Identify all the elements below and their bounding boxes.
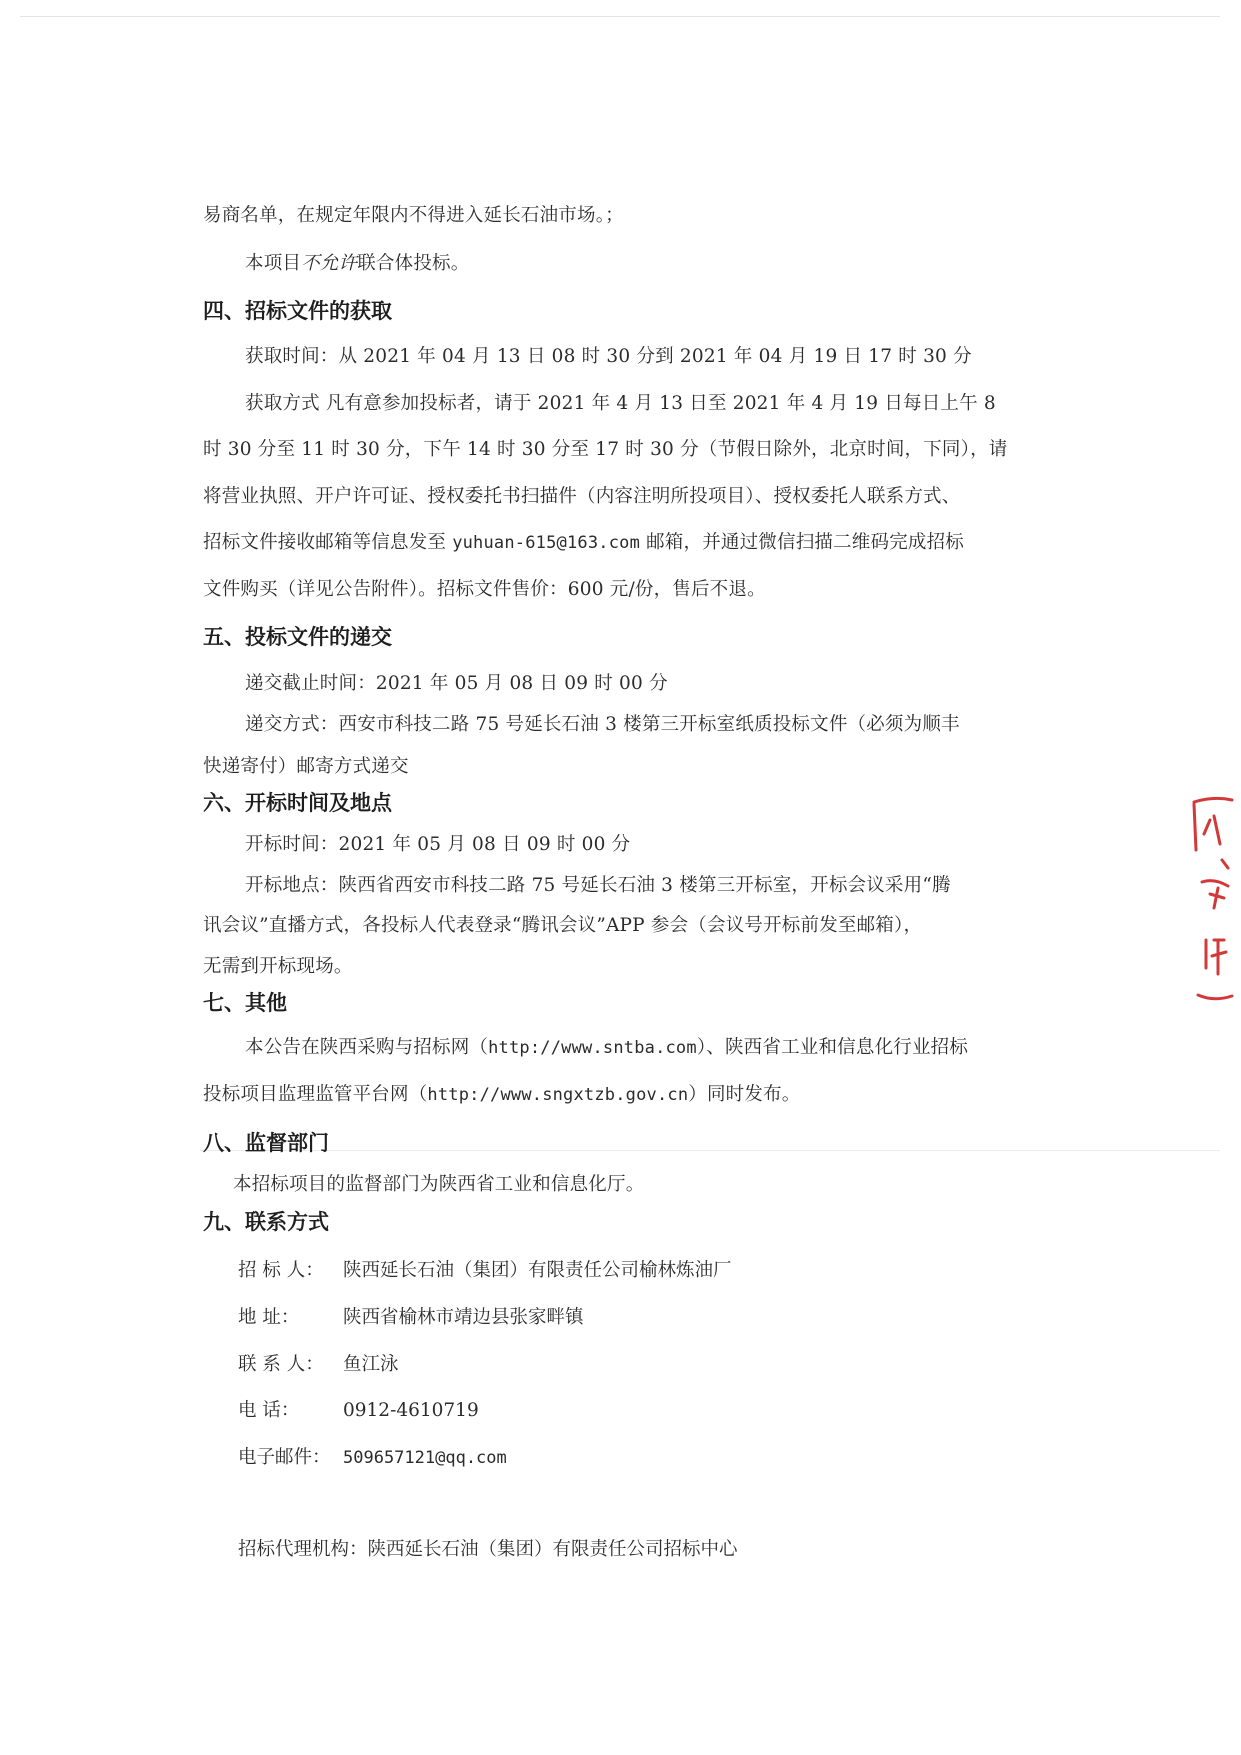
acquire-way-line-4: [203, 530, 964, 556]
consortium-post: 联合体投标。: [357, 253, 470, 274]
contact-label: 招 标 人：: [238, 1260, 324, 1281]
contact-email-link[interactable]: 509657121@qq.com: [343, 1448, 507, 1468]
opening-place-line-2: 讯会议”直播方式，各投标人代表登录“腾讯会议”APP 参会（会议号开标前发至邮箱），: [203, 915, 923, 936]
seal-stamp-edge: [1184, 790, 1234, 1020]
agency-value: 陕西延长石油（集团）有限责任公司招标中心: [367, 1539, 738, 1560]
section-7-title: 七、其他: [203, 991, 287, 1015]
other-line-1: [245, 1035, 968, 1061]
acquire-way-line-3: 将营业执照、开户许可证、授权委托书扫描件（内容注明所投项目）、授权委托人联系方式、: [203, 486, 961, 507]
other-line-2-post: ）同时发布。: [688, 1084, 801, 1105]
contact-value: 鱼江泳: [343, 1354, 399, 1375]
other-line-1-pre: 本公告在陕西采购与招标网（: [245, 1037, 489, 1058]
consortium-italic: 不允许: [301, 253, 358, 274]
scan-edge-mid: [200, 1150, 1220, 1151]
consortium-pre: 本项目: [245, 253, 302, 274]
contact-person: [238, 1352, 399, 1378]
opening-time: 开标时间：2021 年 05 月 08 日 09 时 00 分: [245, 834, 631, 855]
submit-way-line-2: 快递寄付）邮寄方式递交: [203, 756, 409, 777]
body-line-consortium: [245, 251, 469, 277]
acquire-way-line-2: 时 30 分至 11 时 30 分，下午 14 时 30 分至 17 时 30 分（节假日除外，北京时间，下同），请: [203, 439, 1008, 460]
contact-label: 电子邮件：: [238, 1447, 331, 1468]
other-line-1-post: ）、陕西省工业和信息化行业招标: [696, 1037, 969, 1058]
sngxtzb-link[interactable]: http://www.sngxtzb.gov.cn: [427, 1085, 689, 1105]
contact-email: [238, 1445, 507, 1471]
contact-label: 电 话：: [238, 1400, 300, 1421]
tender-agency: [238, 1537, 738, 1563]
scan-edge-top: [20, 16, 1220, 17]
opening-place-line-3: 无需到开标现场。: [203, 956, 353, 977]
contact-value: 0912-4610719: [343, 1400, 479, 1421]
acquire-way-line-4-pre: 招标文件接收邮箱等信息发至: [203, 532, 453, 553]
acquire-way-line-4-post: 邮箱，并通过微信扫描二维码完成招标: [640, 532, 964, 553]
other-line-2: [203, 1082, 800, 1108]
contact-label: 地 址：: [238, 1307, 300, 1328]
agency-label: 招标代理机构：: [238, 1539, 368, 1560]
body-line: 易商名单，在规定年限内不得进入延长石油市场。；: [203, 205, 624, 226]
contact-tenderer: [238, 1258, 732, 1284]
contact-label: 联 系 人：: [238, 1354, 324, 1375]
submit-way-line-1: 递交方式：西安市科技二路 75 号延长石油 3 楼第三开标室纸质投标文件（必须为顺丰: [245, 714, 960, 735]
section-5-title: 五、投标文件的递交: [203, 625, 392, 649]
sntba-link[interactable]: http://www.sntba.com: [488, 1038, 697, 1058]
acquire-way-line-5: 文件购买（详见公告附件）。招标文件售价：600 元/份，售后不退。: [203, 579, 766, 600]
acquire-email-link[interactable]: yuhuan-615@163.com: [452, 533, 641, 553]
contact-value: 陕西延长石油（集团）有限责任公司榆林炼油厂: [343, 1260, 732, 1281]
acquire-way-line-1: 获取方式 凡有意参加投标者，请于 2021 年 4 月 13 日至 2021 年 4 月 19 日每日上午 8: [245, 393, 996, 414]
contact-address: [238, 1305, 584, 1331]
supervision-text: 本招标项目的监督部门为陕西省工业和信息化厅。: [233, 1174, 645, 1195]
section-9-title: 九、联系方式: [203, 1210, 329, 1234]
section-4-title: 四、招标文件的获取: [203, 299, 392, 323]
submit-deadline: 递交截止时间：2021 年 05 月 08 日 09 时 00 分: [245, 673, 668, 694]
contact-value: 陕西省榆林市靖边县张家畔镇: [343, 1307, 584, 1328]
contact-phone: [238, 1398, 479, 1424]
section-6-title: 六、开标时间及地点: [203, 791, 392, 815]
other-line-2-pre: 投标项目监理监管平台网（: [203, 1084, 428, 1105]
opening-place-line-1: 开标地点：陕西省西安市科技二路 75 号延长石油 3 楼第三开标室，开标会议采用“腾: [245, 875, 951, 896]
acquire-time: 获取时间：从 2021 年 04 月 13 日 08 时 30 分到 2021 年 04 月 19 日 17 时 30 分: [245, 346, 972, 367]
section-8-title: 八、监督部门: [203, 1131, 329, 1155]
